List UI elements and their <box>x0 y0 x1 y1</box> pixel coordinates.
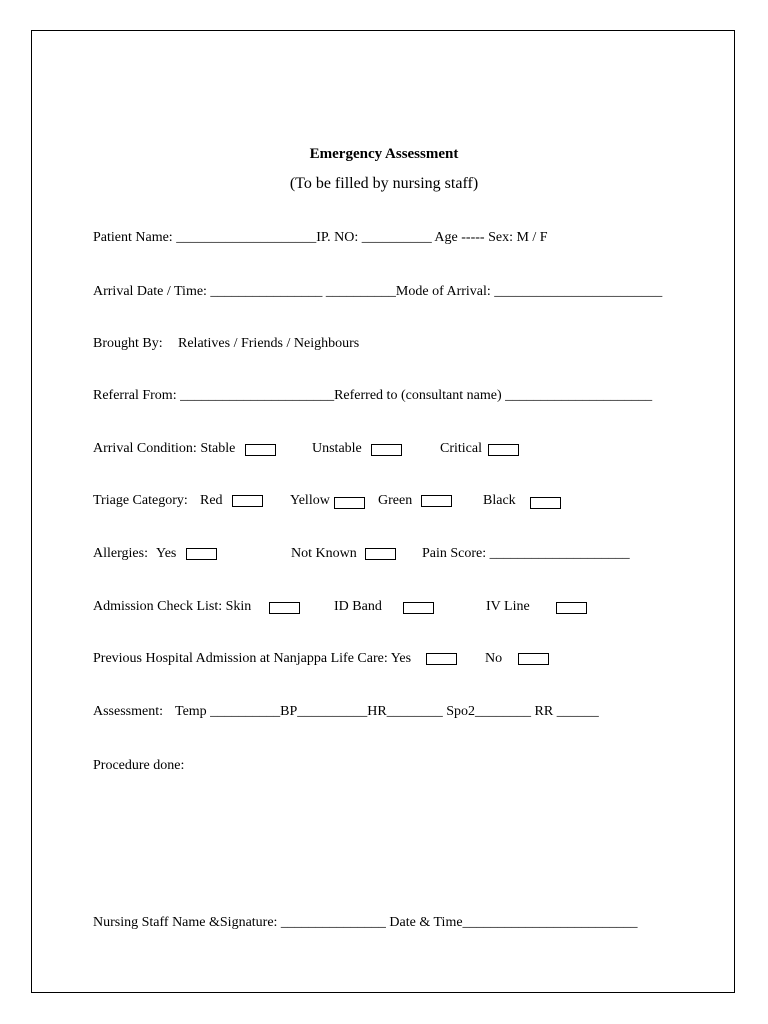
admission-checklist-row <box>93 598 693 616</box>
procedure-done-label: Procedure done: <box>93 758 185 773</box>
critical-label: Critical <box>440 441 482 456</box>
allergies-row <box>93 545 693 563</box>
triage-green-checkbox[interactable] <box>421 495 452 507</box>
pain-score-field[interactable]: Pain Score: ____________________ <box>422 546 630 561</box>
brought-by-options[interactable]: Relatives / Friends / Neighbours <box>178 336 360 351</box>
triage-row <box>93 492 693 510</box>
referral-line[interactable]: Referral From: ______________________Referred to (consultant name) _____________________ <box>93 388 653 403</box>
triage-red-checkbox[interactable] <box>232 495 263 507</box>
previous-admission-label: Previous Hospital Admission at Nanjappa Life Care: Yes <box>93 651 412 666</box>
allergies-label: Allergies: <box>93 546 148 561</box>
triage-yellow-checkbox[interactable] <box>334 497 365 509</box>
id-band-checkbox[interactable] <box>403 602 434 614</box>
critical-checkbox[interactable] <box>488 444 519 456</box>
arrival-info-line[interactable]: Arrival Date / Time: ________________ __________Mode of Arrival: ________________________ <box>93 284 663 299</box>
form-subtitle: (To be filled by nursing staff) <box>289 175 479 192</box>
stable-checkbox[interactable] <box>245 444 276 456</box>
arrival-condition-label: Arrival Condition: Stable <box>93 441 236 456</box>
previous-admission-row <box>93 650 693 668</box>
triage-green-label: Green <box>378 493 413 508</box>
assessment-label: Assessment: <box>93 704 163 719</box>
allergies-not-known-label: Not Known <box>291 546 357 561</box>
form-title: Emergency Assessment <box>309 146 459 162</box>
allergies-not-known-checkbox[interactable] <box>365 548 396 560</box>
previous-admission-no-checkbox[interactable] <box>518 653 549 665</box>
triage-black-label: Black <box>483 493 516 508</box>
iv-line-label: IV Line <box>486 599 530 614</box>
arrival-condition-row <box>93 440 693 458</box>
previous-admission-no-label: No <box>485 651 503 666</box>
patient-info-line[interactable]: Patient Name: ____________________IP. NO: __________ Age ----- Sex: M / F <box>93 230 548 245</box>
unstable-checkbox[interactable] <box>371 444 402 456</box>
admission-checklist-label: Admission Check List: Skin <box>93 599 252 614</box>
allergies-yes-checkbox[interactable] <box>186 548 217 560</box>
triage-red-label: Red <box>200 493 223 508</box>
previous-admission-yes-checkbox[interactable] <box>426 653 457 665</box>
brought-by-row <box>93 335 693 353</box>
skin-checkbox[interactable] <box>269 602 300 614</box>
brought-by-label: Brought By: <box>93 336 163 351</box>
triage-label: Triage Category: <box>93 493 188 508</box>
unstable-label: Unstable <box>312 441 362 456</box>
allergies-yes-label: Yes <box>156 546 177 561</box>
assessment-row <box>93 703 693 721</box>
id-band-label: ID Band <box>334 599 382 614</box>
assessment-vitals-fields[interactable]: Temp __________BP__________HR________ Spo2________ RR ______ <box>175 704 599 719</box>
triage-black-checkbox[interactable] <box>530 497 561 509</box>
nursing-signature-line[interactable]: Nursing Staff Name &Signature: _______________ Date & Time_________________________ <box>93 915 638 930</box>
triage-yellow-label: Yellow <box>290 493 330 508</box>
iv-line-checkbox[interactable] <box>556 602 587 614</box>
